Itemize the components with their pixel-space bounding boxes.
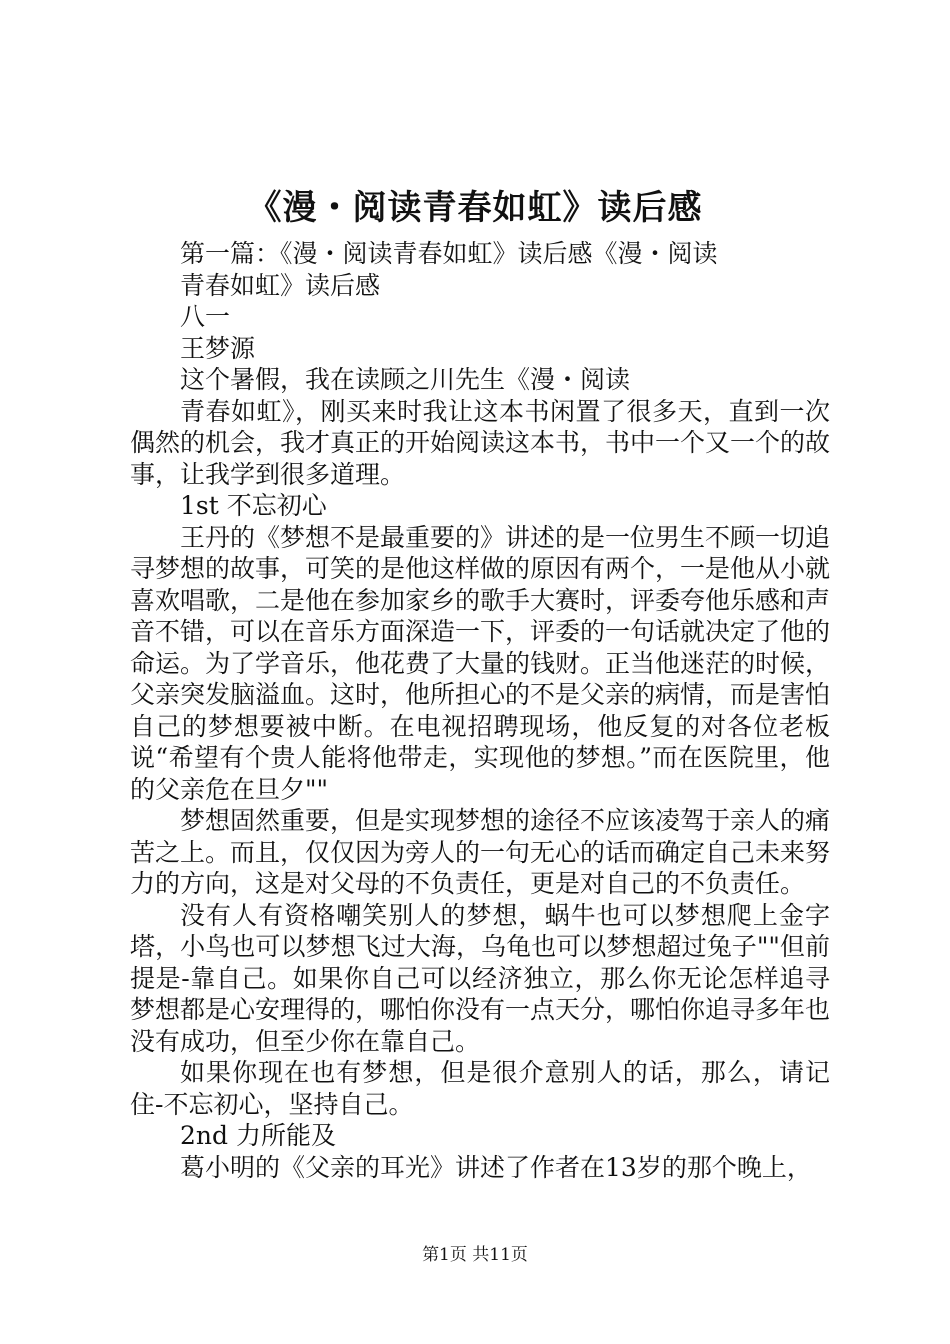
paragraph: 王丹的《梦想不是最重要的》讲述的是一位男生不顾一切追寻梦想的故事，可笑的是他这样做的原因有两个，一是他从小就喜欢唱歌，二是他在参加家乡的歌手大赛时，评委夸他乐感和声音不错，可以在音乐方面深造一下，评委的一句话就决定了他的命运。为了学音乐，他花费了大量的钱财。正当他迷茫的时候，父亲突发脑溢血。这时，他所担心的不是父亲的病情，而是害怕自己的梦想要被中断。在电视招聘现场，他反复的对各位老板说“希望有个贵人能将他带走，实现他的梦想。”而在医院里，他的父亲危在旦夕"" (130, 522, 831, 804)
paragraph: 这个暑假，我在读顾之川先生《漫・阅读 (180, 365, 631, 394)
page-footer: 第1页 共11页 (422, 1245, 528, 1265)
paragraph: 如果你现在也有梦想，但是很介意别人的话，那么，请记住-不忘初心，坚持自己。 (130, 1058, 830, 1119)
paragraph: 青春如虹》，刚买来时我让这本书闲置了很多天，直到一次偶然的机会，我才真正的开始阅读这本书，书中一个又一个的故事，让我学到很多道理。 (130, 396, 831, 489)
paragraph: 梦想固然重要，但是实现梦想的途径不应该凌驾于亲人的痛苦之上。而且，仅仅因为旁人的一句无心的话而确定自己未来努力的方向，这是对父母的不负责任，更是对自己的不负责任。 (130, 806, 831, 898)
paragraph: 王梦源 (180, 333, 256, 363)
document-title: 《漫・阅读青春如虹》读后感 (247, 188, 703, 228)
paragraph: 没有人有资格嘲笑别人的梦想，蜗牛也可以梦想爬上金字塔，小鸟也可以梦想飞过大海，乌龟也可以梦想超过兔子""但前提是-靠自己。如果你自己可以经济独立，那么你无论怎样追寻梦想都是心安理得的，哪怕你没有一点天分，哪怕你追寻多年也没有成功，但至少你在靠自己。 (130, 900, 831, 1056)
paragraph: 第一篇：《漫・阅读青春如虹》读后感《漫・阅读 (180, 239, 718, 268)
document-body (130, 238, 830, 1183)
paragraph: 青春如虹》读后感 (180, 270, 381, 300)
paragraph: 1st 不忘初心 (180, 491, 327, 520)
paragraph: 葛小明的《父亲的耳光》讲述了作者在13岁的那个晚上， (180, 1152, 812, 1182)
paragraph: 2nd 力所能及 (180, 1121, 336, 1150)
paragraph: 八一 (180, 302, 231, 331)
